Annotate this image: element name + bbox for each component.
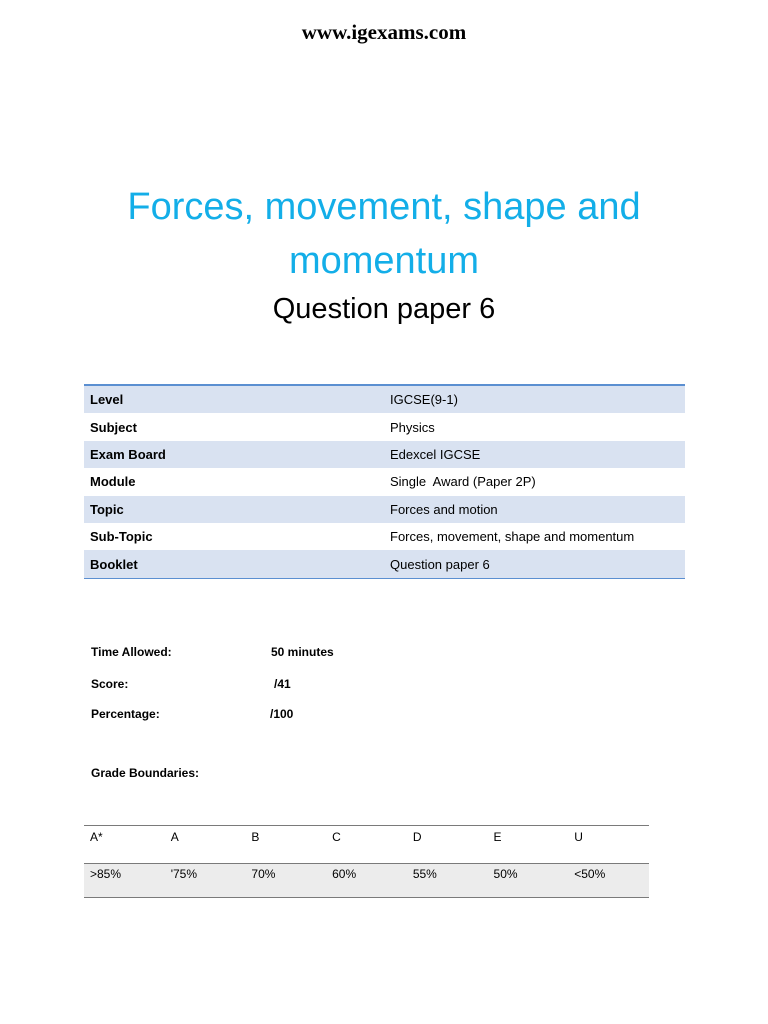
grade-header: E	[493, 830, 502, 844]
grade-value: >85%	[84, 864, 165, 898]
info-value: Forces and motion	[384, 496, 685, 523]
title-line-1: Forces, movement, shape and	[127, 186, 641, 228]
grade-header: C	[332, 830, 341, 844]
grade-header: D	[412, 830, 422, 844]
info-value: Edexcel IGCSE	[384, 441, 685, 468]
info-key: Topic	[84, 496, 384, 523]
grade-value: 50%	[488, 864, 569, 898]
info-key: Subject	[90, 419, 137, 435]
info-value: IGCSE(9-1)	[384, 385, 685, 413]
grade-value: '75%	[165, 864, 246, 898]
grade-value: 55%	[407, 864, 488, 898]
info-value: Forces, movement, shape and momentum	[390, 529, 635, 545]
info-value: Physics	[390, 419, 435, 435]
info-row-booklet	[84, 550, 685, 578]
percentage-row	[91, 707, 294, 721]
grade-header: A	[170, 830, 179, 844]
score-value: /41	[274, 677, 291, 691]
grade-value: 70%	[245, 864, 326, 898]
percentage-value: /100	[270, 707, 294, 721]
info-row-module	[84, 468, 685, 495]
info-row-topic	[84, 496, 685, 523]
grade-header: B	[251, 830, 260, 844]
grade-header: U	[574, 830, 583, 844]
info-key: Booklet	[84, 550, 384, 578]
title-line-2: momentum	[288, 240, 480, 282]
info-row-sub-topic	[84, 523, 685, 550]
grade-value: <50%	[568, 864, 649, 898]
site-url: www.igexams.com	[301, 20, 467, 44]
grade-boundaries-table	[84, 825, 649, 898]
time-allowed-value: 50 minutes	[271, 645, 334, 659]
time-allowed-row	[91, 645, 334, 659]
grade-header-row	[84, 826, 649, 864]
info-value: Question paper 6	[384, 550, 685, 578]
time-allowed-label: Time Allowed:	[91, 645, 172, 659]
info-key: Module	[90, 474, 136, 490]
info-key: Level	[84, 385, 384, 413]
info-row-subject	[84, 413, 685, 440]
info-value: Single Award (Paper 2P)	[390, 474, 536, 490]
grade-values-row	[84, 864, 649, 898]
info-row-level	[84, 385, 685, 413]
grade-header: A*	[90, 830, 103, 844]
info-key: Sub-Topic	[90, 529, 153, 545]
info-key: Exam Board	[84, 441, 384, 468]
grade-boundaries-label: Grade Boundaries:	[91, 766, 200, 780]
info-table	[84, 384, 685, 579]
grade-value: 60%	[326, 864, 407, 898]
score-label: Score:	[91, 677, 129, 691]
percentage-label: Percentage:	[91, 707, 160, 721]
document-title	[0, 180, 768, 288]
document-subtitle: Question paper 6	[272, 293, 496, 325]
score-row	[91, 677, 291, 691]
info-row-exam-board	[84, 441, 685, 468]
